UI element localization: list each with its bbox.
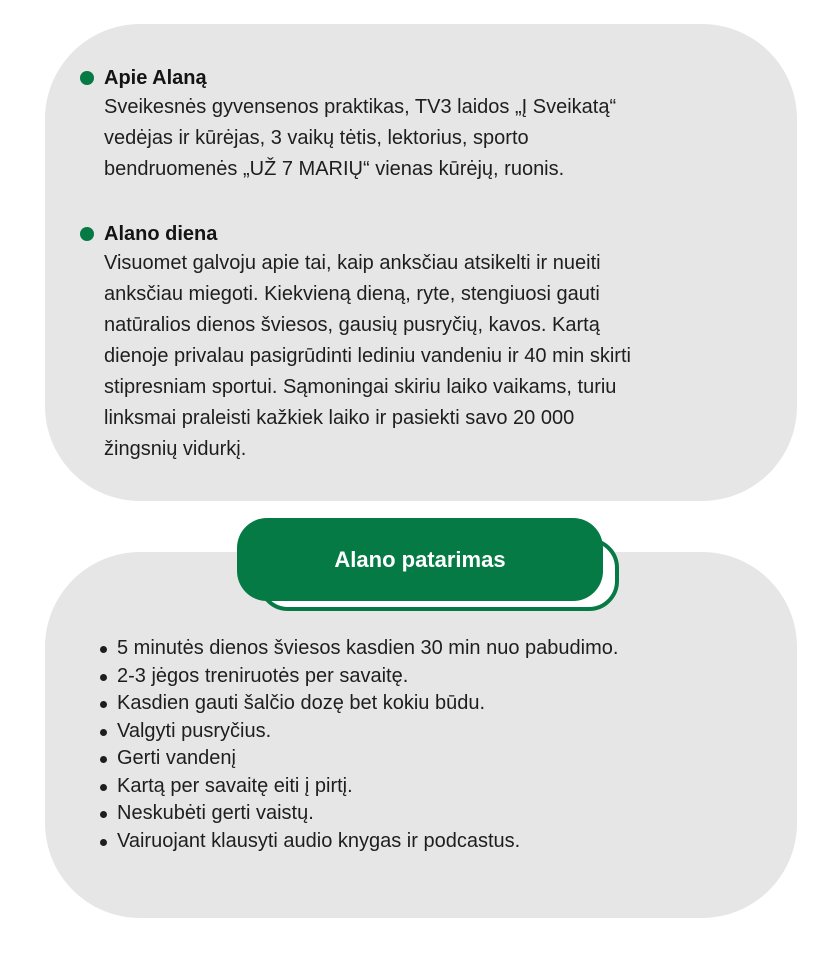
- text-line: žingsnių vidurkį.: [104, 438, 247, 460]
- text-line: Sveikesnės gyvensenos praktikas, TV3 laidos „Į Sveikatą“: [104, 96, 617, 118]
- bullet-icon: [100, 674, 107, 681]
- list-item: [96, 635, 776, 663]
- day-header: [80, 220, 770, 248]
- list-item-text: 2-3 jėgos treniruotės per savaitę.: [117, 664, 409, 687]
- list-item-text: Valgyti pusryčius.: [117, 719, 272, 742]
- bullet-dot-icon: [80, 71, 94, 85]
- advice-tab: [237, 518, 603, 601]
- bullet-icon: [100, 701, 107, 708]
- text-line: linksmai praleisti kažkiek laiko ir pasiekti savo 20 000: [104, 407, 575, 429]
- bullet-icon: [100, 756, 107, 763]
- list-item-text: Vairuojant klausyti audio knygas ir podcastus.: [117, 829, 521, 852]
- text-line: bendruomenės „UŽ 7 MARIŲ“ vienas kūrėjų, ruonis.: [104, 158, 565, 180]
- list-item: [96, 800, 776, 828]
- list-item-text: Kasdien gauti šalčio dozę bet kokiu būdu.: [117, 692, 486, 714]
- about-text: [104, 92, 770, 185]
- list-item-text: 5 minutės dienos šviesos kasdien 30 min nuo pabudimo.: [117, 637, 619, 659]
- text-line: vedėjas ir kūrėjas, 3 vaikų tėtis, lektorius, sporto: [104, 127, 529, 149]
- day-text: [104, 248, 770, 465]
- list-item-text: Gerti vandenį: [117, 747, 236, 769]
- list-item-text: Kartą per savaitę eiti į pirtį.: [117, 774, 353, 797]
- list-item: [96, 828, 776, 856]
- bullet-icon: [100, 646, 107, 653]
- list-item: [96, 663, 776, 691]
- about-header: [80, 64, 770, 92]
- text-line: stipresniam sportui. Sąmoningai skiriu laiko vaikams, turiu: [104, 376, 617, 398]
- bullet-icon: [100, 784, 107, 791]
- text-line: natūralios dienos šviesos, gausių pusryčių, kavos. Kartą: [104, 314, 600, 336]
- list-item: [96, 718, 776, 746]
- bullet-icon: [100, 839, 107, 846]
- bullet-icon: [100, 811, 107, 818]
- about-title: Apie Alaną: [104, 67, 207, 89]
- advice-title: Alano patarimas: [334, 546, 506, 572]
- list-item: [96, 745, 776, 773]
- day-section: [80, 220, 770, 465]
- text-line: anksčiau miegoti. Kiekvieną dieną, ryte, stengiuosi gauti: [104, 283, 600, 305]
- day-title: Alano diena: [104, 223, 218, 245]
- list-item-text: Neskubėti gerti vaistų.: [117, 802, 314, 824]
- list-item: [96, 690, 776, 718]
- bullet-icon: [100, 729, 107, 736]
- advice-list: [96, 635, 776, 855]
- text-line: Visuomet galvoju apie tai, kaip anksčiau atsikelti ir nueiti: [104, 252, 601, 274]
- list-item: [96, 773, 776, 801]
- about-section: [80, 64, 770, 185]
- bullet-dot-icon: [80, 227, 94, 241]
- text-line: dienoje privalau pasigrūdinti lediniu vandeniu ir 40 min skirti: [104, 345, 631, 367]
